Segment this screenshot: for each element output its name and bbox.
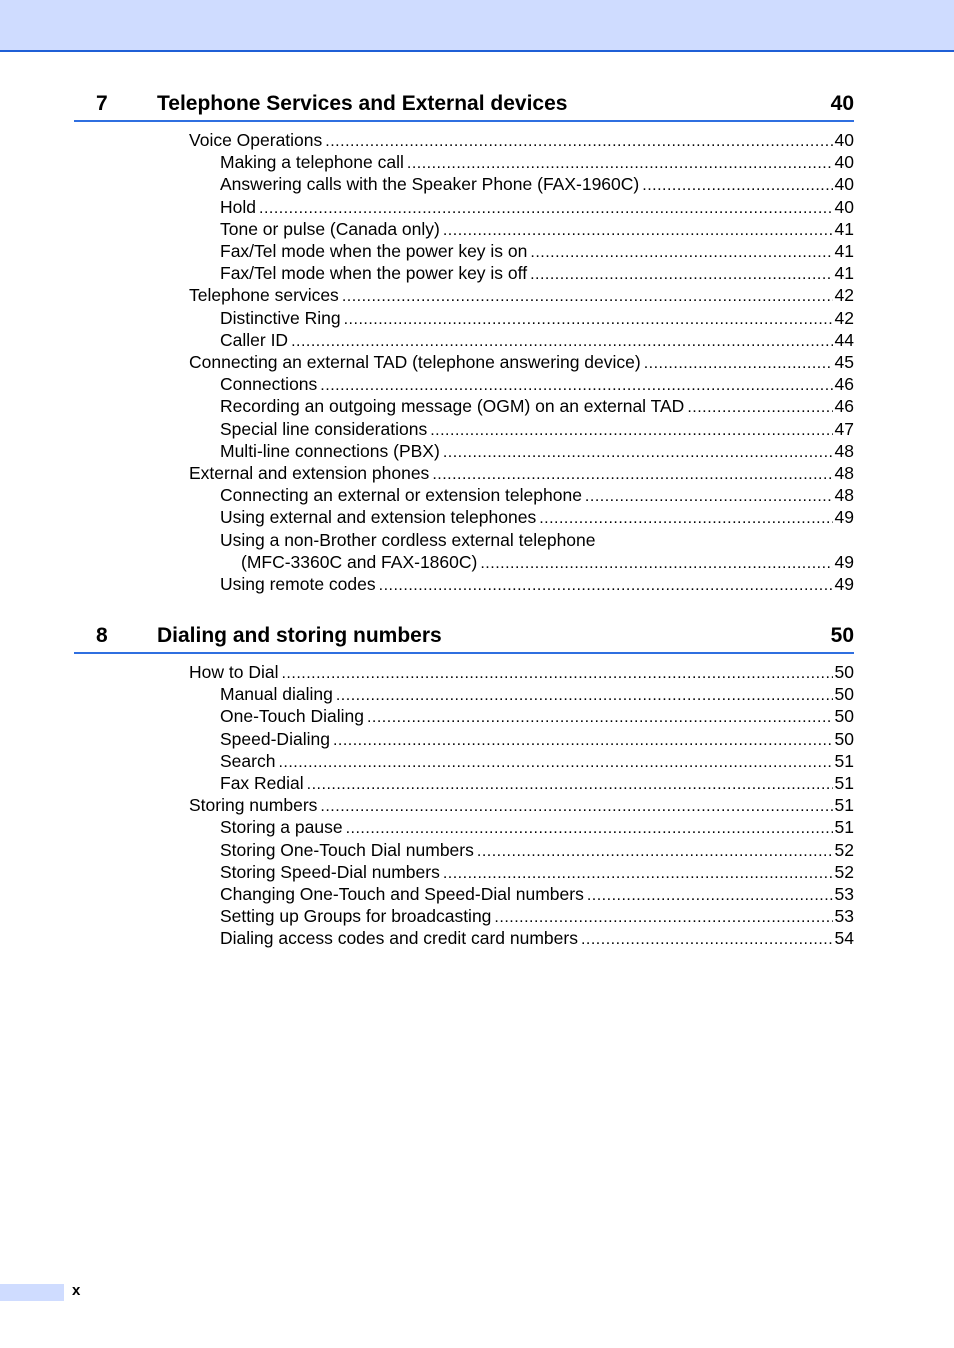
dot-leader <box>367 707 833 729</box>
toc-entry-title: Search <box>220 750 276 771</box>
toc-entry[interactable] <box>220 816 854 838</box>
dot-leader <box>259 198 833 220</box>
toc-entry[interactable] <box>220 151 854 173</box>
footer-page-number: x <box>72 1282 81 1299</box>
dot-leader <box>644 353 833 375</box>
toc-entry-page: 41 <box>834 263 854 284</box>
dot-leader <box>291 331 832 353</box>
toc-entry[interactable] <box>189 462 854 484</box>
toc-entry-page: 49 <box>834 574 854 594</box>
toc-entry[interactable] <box>220 484 854 506</box>
toc-entry-title: Connections <box>220 374 318 395</box>
dot-leader <box>325 131 832 153</box>
toc-entry[interactable] <box>220 705 854 727</box>
toc-entry[interactable] <box>220 307 854 329</box>
toc-entry-title: Special line considerations <box>220 418 428 439</box>
toc-entry[interactable] <box>220 440 854 462</box>
toc-entry-page: 48 <box>834 440 854 461</box>
chapter-page: 50 <box>830 624 854 647</box>
toc-entry-title: Fax Redial <box>220 773 304 793</box>
toc-entry-title: Answering calls with the Speaker Phone (FAX-1960C) <box>220 174 640 195</box>
toc-entry-page: 42 <box>834 285 854 306</box>
toc-entry-title: Changing One-Touch and Speed-Dial numbers <box>220 884 584 904</box>
toc-entry[interactable] <box>220 173 854 195</box>
dot-leader <box>379 575 833 597</box>
toc-entry[interactable] <box>220 772 854 794</box>
toc-entry[interactable] <box>220 529 854 551</box>
toc-entry-page: 53 <box>834 884 854 904</box>
dot-leader <box>281 663 832 685</box>
toc-entry-page: 51 <box>834 795 854 816</box>
toc-entry-page: 50 <box>834 662 854 682</box>
toc-entry-title: Storing a pause <box>220 817 343 838</box>
toc-entry-page: 52 <box>834 839 854 860</box>
toc-entry[interactable] <box>220 927 854 949</box>
toc-entry-page: 50 <box>834 684 854 705</box>
toc-entry-title: Distinctive Ring <box>220 307 341 328</box>
toc-entry-page: 42 <box>834 307 854 328</box>
toc-entry[interactable] <box>220 750 854 772</box>
dot-leader <box>687 397 832 419</box>
toc-entry-title: One-Touch Dialing <box>220 706 364 727</box>
toc-entry[interactable] <box>241 551 854 573</box>
toc-entry-page: 40 <box>834 196 854 217</box>
toc-entry-title: Storing Speed-Dial numbers <box>220 861 440 882</box>
toc-entry[interactable] <box>220 573 854 595</box>
toc-entry-title: Fax/Tel mode when the power key is off <box>220 263 528 284</box>
dot-leader <box>344 309 833 331</box>
toc-entry-title: Storing numbers <box>189 795 318 816</box>
toc-entry-page: 49 <box>834 507 854 528</box>
toc-entry-title: Setting up Groups for broadcasting <box>220 906 492 927</box>
toc-entry[interactable] <box>220 728 854 750</box>
toc-entry-page: 50 <box>834 706 854 727</box>
toc-entry-page: 52 <box>834 861 854 882</box>
toc-entry-title: Using external and extension telephones <box>220 507 537 528</box>
dot-leader <box>320 796 832 818</box>
dot-leader <box>530 242 832 264</box>
chapter-8-heading[interactable] <box>74 622 854 654</box>
header-band <box>0 0 954 52</box>
toc-entry-page: 51 <box>834 773 854 793</box>
toc-entry[interactable] <box>220 373 854 395</box>
toc-entry-title: Multi-line connections (PBX) <box>220 440 440 461</box>
toc-entry-page: 51 <box>834 817 854 838</box>
dot-leader <box>432 464 832 486</box>
dot-leader <box>443 863 833 885</box>
toc-entry-title: How to Dial <box>189 662 279 682</box>
toc-entry-title: Making a telephone call <box>220 152 404 173</box>
toc-entry[interactable] <box>220 329 854 351</box>
dot-leader <box>581 929 833 951</box>
toc-entry-page: 46 <box>834 396 854 417</box>
toc-entry-title: Fax/Tel mode when the power key is on <box>220 241 528 261</box>
dot-leader <box>342 286 833 308</box>
toc-entry[interactable] <box>220 218 854 240</box>
toc-entry-page: 47 <box>834 418 854 439</box>
toc-entry[interactable] <box>220 839 854 861</box>
toc-entry-page: 40 <box>834 174 854 195</box>
dot-leader <box>307 774 833 796</box>
toc-entry[interactable] <box>220 883 854 905</box>
toc-entry[interactable] <box>189 794 854 816</box>
toc-entry-title: Connecting an external TAD (telephone answering device) <box>189 352 641 372</box>
chapter-title: Telephone Services and External devices <box>157 92 568 115</box>
toc-entry-title: Tone or pulse (Canada only) <box>220 218 440 239</box>
toc-entry-title: Dialing access codes and credit card numbers <box>220 928 578 949</box>
toc-entry-title: Hold <box>220 196 256 217</box>
toc-entry[interactable] <box>220 418 854 440</box>
toc-entry-page: 46 <box>834 374 854 395</box>
chapter-7-heading[interactable] <box>74 90 854 122</box>
dot-leader <box>585 486 833 508</box>
toc-entry-page: 51 <box>834 750 854 771</box>
dot-leader <box>642 175 832 197</box>
toc-entry-page: 40 <box>834 130 854 150</box>
toc-entry-page: 50 <box>834 728 854 749</box>
dot-leader <box>477 841 833 863</box>
toc-entry[interactable] <box>220 196 854 218</box>
toc-entry[interactable] <box>220 861 854 883</box>
dot-leader <box>494 907 832 929</box>
toc-entry-page: 53 <box>834 906 854 927</box>
toc-entry-page: 40 <box>834 152 854 173</box>
toc-entry[interactable] <box>189 284 854 306</box>
dot-leader <box>587 885 833 907</box>
toc-entry-page: 48 <box>834 485 854 506</box>
toc-entry[interactable] <box>220 240 854 262</box>
toc-entry-title: Storing One-Touch Dial numbers <box>220 839 474 860</box>
toc-entry-page: 41 <box>834 218 854 239</box>
toc-entry-title: Connecting an external or extension telephone <box>220 485 582 506</box>
toc-entry[interactable] <box>220 506 854 528</box>
dot-leader <box>443 442 833 464</box>
chapter-page: 40 <box>830 92 854 115</box>
toc-entry-title: Voice Operations <box>189 130 323 150</box>
toc-entry-title: Manual dialing <box>220 684 333 705</box>
toc-entry-title: Telephone services <box>189 285 339 306</box>
toc-entry-title: Using remote codes <box>220 574 376 594</box>
toc-entry-page: 48 <box>834 463 854 483</box>
chapter-number: 8 <box>96 624 108 647</box>
toc-entry[interactable] <box>220 905 854 927</box>
toc-entry[interactable] <box>189 129 854 151</box>
toc-entry-page: 44 <box>834 329 854 350</box>
toc-entry[interactable] <box>220 395 854 417</box>
dot-leader <box>539 508 832 530</box>
dot-leader <box>430 420 832 442</box>
dot-leader <box>407 153 833 175</box>
toc-entry-page: 45 <box>834 352 854 372</box>
dot-leader <box>480 553 832 575</box>
toc-entry[interactable] <box>189 351 854 373</box>
dot-leader <box>346 818 833 840</box>
toc-entry[interactable] <box>220 262 854 284</box>
toc-entry-page: 49 <box>834 551 854 572</box>
toc-entry-page: 41 <box>834 241 854 261</box>
toc-entry-title: (MFC-3360C and FAX-1860C) <box>241 551 478 572</box>
footer-tab <box>0 1284 64 1301</box>
toc-entry[interactable] <box>189 661 854 683</box>
chapter-number: 7 <box>96 92 108 115</box>
toc-entry-title: Speed-Dialing <box>220 728 330 749</box>
dot-leader <box>530 264 832 286</box>
dot-leader <box>320 375 832 397</box>
toc-entry-page: 54 <box>834 928 854 949</box>
toc-entry[interactable] <box>220 683 854 705</box>
toc-entry-title: External and extension phones <box>189 463 430 483</box>
chapter-title: Dialing and storing numbers <box>157 624 442 647</box>
dot-leader <box>333 730 833 752</box>
toc-entry-title: Caller ID <box>220 329 289 350</box>
dot-leader <box>443 220 833 242</box>
toc-entry-title: Recording an outgoing message (OGM) on an external TAD <box>220 396 685 417</box>
dot-leader <box>278 752 832 774</box>
toc-entry-title: Using a non-Brother cordless external telephone <box>220 529 596 550</box>
dot-leader <box>336 685 833 707</box>
